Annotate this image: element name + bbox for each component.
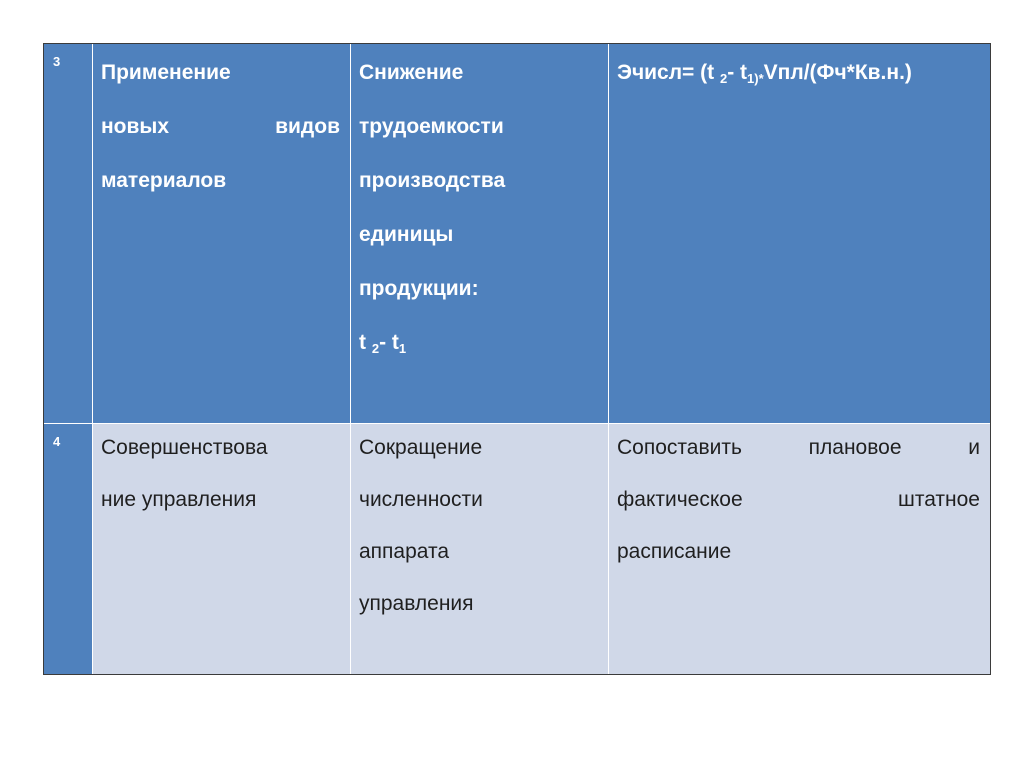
formula-part: - t: [727, 61, 748, 84]
calculation-cell: [609, 44, 990, 424]
formula-subscript: 1)*: [747, 71, 764, 86]
formula-part: Эчисл= (t: [617, 61, 720, 84]
measures-table: [43, 43, 991, 675]
calculation-word: фактическое: [617, 488, 743, 511]
calculation-text: [617, 422, 980, 578]
measure-cell: [93, 44, 351, 424]
row-number-cell: [44, 44, 93, 424]
effect-text: [359, 46, 598, 370]
effect-line: трудоемкости: [359, 115, 504, 138]
calculation-line: [617, 474, 980, 526]
calculation-word: плановое: [808, 436, 902, 459]
effect-line: Снижение: [359, 61, 464, 84]
effect-line: единицы: [359, 223, 454, 246]
effect-text: [359, 422, 598, 630]
measure-text: [101, 46, 340, 208]
row-number: 3: [53, 54, 61, 69]
measure-word: видов: [275, 115, 340, 138]
formula-part: t: [359, 331, 372, 354]
calculation-word: Сопоставить: [617, 436, 742, 459]
calculation-word: и: [968, 436, 980, 459]
measure-line: ние управления: [101, 488, 257, 511]
formula-part: Vпл/(Фч*Кв.н.): [763, 61, 912, 84]
effect-line: продукции:: [359, 277, 479, 300]
calculation-line: [617, 422, 980, 474]
measure-text: [101, 422, 340, 526]
measure-cell: [93, 424, 351, 674]
formula-subscript: 2: [371, 341, 380, 356]
effect-formula: [359, 316, 598, 370]
measure-line: Применение: [101, 61, 231, 84]
measure-line: [101, 100, 340, 154]
effect-line: численности: [359, 488, 483, 511]
effect-cell: [351, 44, 609, 424]
table-row-3: [44, 44, 990, 424]
calculation-cell: [609, 424, 990, 674]
effect-cell: [351, 424, 609, 674]
formula-subscript: 1: [398, 341, 407, 356]
calculation-formula: [617, 46, 980, 100]
measure-line: материалов: [101, 169, 227, 192]
formula-part: - t: [379, 331, 399, 354]
formula-subscript: 2: [719, 71, 728, 86]
row-number: 4: [53, 434, 61, 449]
measure-line: Совершенствова: [101, 436, 268, 459]
measure-word: новых: [101, 115, 170, 138]
calculation-line: расписание: [617, 540, 732, 563]
table-row-4: [44, 424, 990, 674]
effect-line: Сокращение: [359, 436, 483, 459]
row-number-cell: [44, 424, 93, 674]
effect-line: аппарата: [359, 540, 450, 563]
calculation-word: штатное: [897, 488, 980, 511]
effect-line: производства: [359, 169, 506, 192]
effect-line: управления: [359, 592, 474, 615]
